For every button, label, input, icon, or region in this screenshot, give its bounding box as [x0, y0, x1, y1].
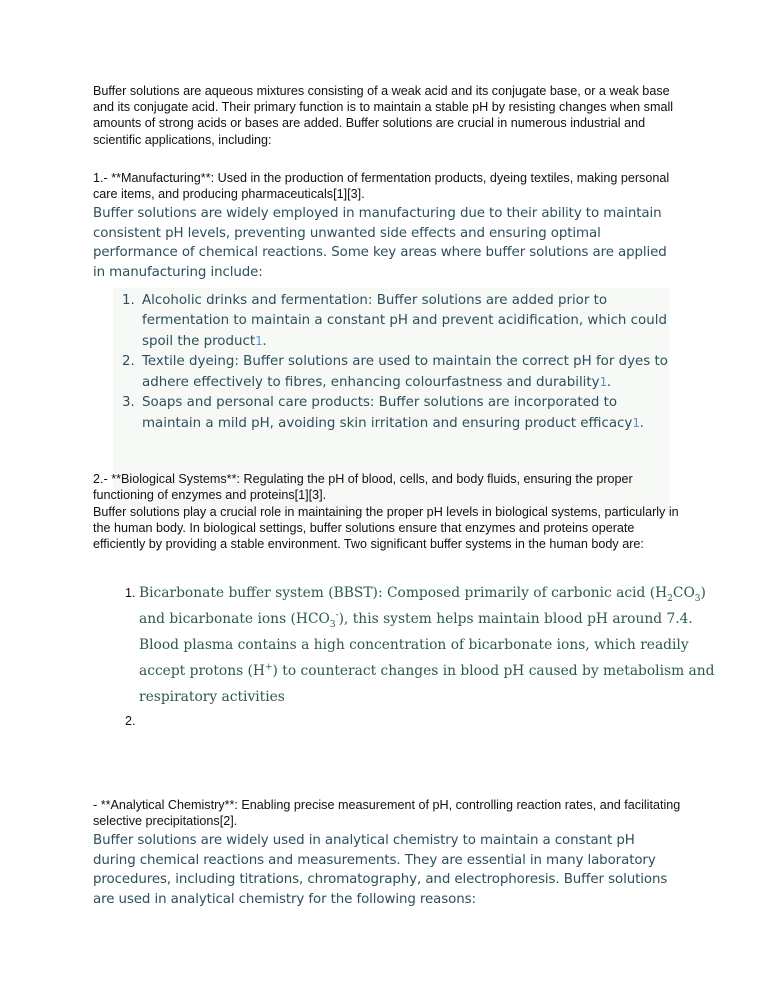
biological-heading: 2.- **Biological Systems**: Regulating the pH of blood, cells, and body fluids, ensuring the proper functioning of enzymes and proteins[1][3].: [93, 472, 633, 503]
list-item-text: Alcoholic drinks and fermentation: Buffer solutions are added prior to fermentation to maintain a constant pH and prevent acidification, which could spoil the product: [142, 293, 667, 349]
analytical-body: Buffer solutions are widely used in analytical chemistry to maintain a constant pH during chemical reactions and measurements. They are essential in many laboratory procedures, including titrations, chromatography, and electrophoresis. Buffer solutions are used in analytical chemistry for the following reasons:: [93, 833, 668, 907]
list-item-empty: [139, 710, 727, 732]
list-item-text: Soaps and personal care products: Buffer solutions are incorporated to maintain a mild pH, avoiding skin irritation and ensuring product efficacy: [142, 395, 633, 431]
list-item: 1. Bicarbonate buffer system (BBST): Composed primarily of carbonic acid $(H_2CO_3)$ and bicarbonate ions $(HCO_3^-)$, this system helps maintain blood pH around 7.4. Blood plasma contains a high concentration of bicarbonate ions, which readily accept protons (H+) to counteract changes in blood pH caused by metabolism and respiratory activities: [139, 580, 727, 710]
biological-body: Buffer solutions play a crucial role in maintaining the proper pH levels in biological systems, particularly in the human body. In biological settings, buffer solutions ensure that enzymes and proteins operate efficiently by providing a stable environment. Two significant buffer systems in the human body are:: [93, 505, 679, 552]
citation-link[interactable]: 1: [599, 375, 607, 389]
manufacturing-heading: 1.- **Manufacturing**: Used in the production of fermentation products, dyeing textiles, making personal care items, and producing pharmaceuticals[1][3].: [93, 171, 670, 202]
list-item-text: Textile dyeing: Buffer solutions are used to maintain the correct pH for dyes to adhere effectively to fibres, enhancing colourfastness and durability: [142, 354, 668, 390]
biological-list: [93, 580, 727, 732]
list-item: [139, 393, 669, 434]
list-item: [139, 352, 669, 393]
manufacturing-list: [113, 291, 669, 434]
intro-paragraph: Buffer solutions are aqueous mixtures consisting of a weak acid and its conjugate base, or a weak base and its conjugate acid. Their primary function is to maintain a stable pH by resisting changes when small amounts of strong acids or bases are added. Buffer solutions are crucial in numerous industrial and scientific applications, including:: [93, 84, 674, 147]
list-item-end: .: [262, 334, 267, 349]
list-item: [139, 291, 669, 352]
list-item-end: .: [606, 375, 612, 390]
analytical-heading: - **Analytical Chemistry**: Enabling precise measurement of pH, controlling reaction rates, and facilitating selective precipitations[2].: [93, 798, 681, 829]
list-item-end: .: [639, 416, 644, 431]
citation-link[interactable]: 1: [255, 334, 263, 348]
manufacturing-body: Buffer solutions are widely employed in manufacturing due to their ability to maintain consistent pH levels, preventing unwanted side effects and ensuring optimal performance of chemical reactions. Some key areas where buffer solutions are applied in manufacturing include:: [93, 206, 667, 280]
citation-link[interactable]: 1: [632, 416, 640, 430]
